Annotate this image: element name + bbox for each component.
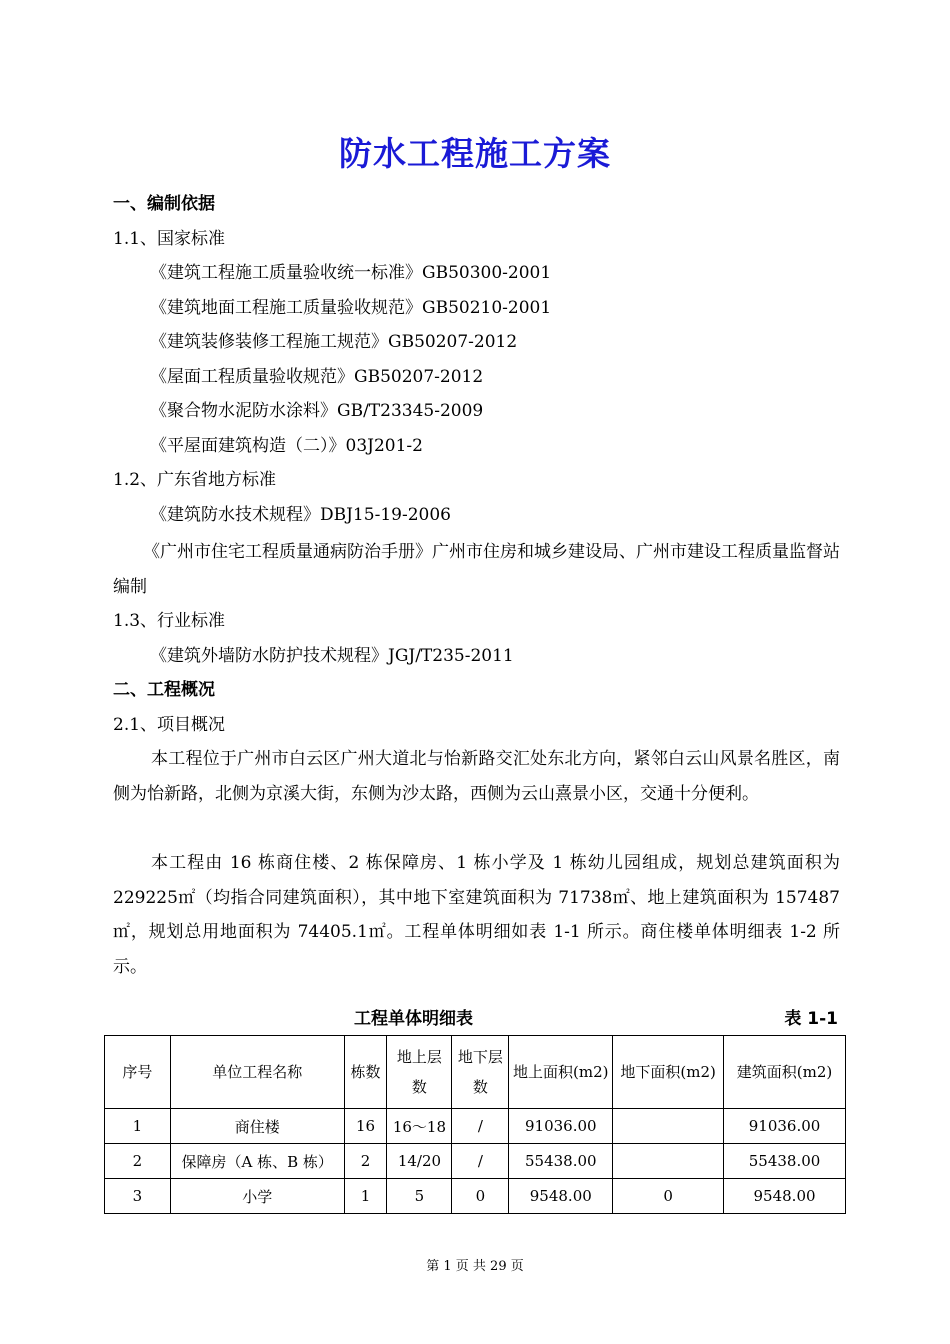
header-seq: 序号 xyxy=(105,1036,171,1109)
section-heading-overview: 二、工程概况 xyxy=(113,680,215,700)
cell-name: 保障房（A 栋、B 栋） xyxy=(170,1144,344,1179)
cell-seq: 3 xyxy=(105,1179,171,1214)
cell-below-area xyxy=(613,1109,724,1144)
table-number: 表 1-1 xyxy=(784,1009,838,1029)
cell-above-area: 55438.00 xyxy=(509,1144,613,1179)
cell-count: 2 xyxy=(344,1144,387,1179)
cell-below-area xyxy=(613,1144,724,1179)
cell-above-floors: 5 xyxy=(387,1179,452,1214)
subsection-project-overview: 2.1、项目概况 xyxy=(113,715,226,735)
cell-count: 16 xyxy=(344,1109,387,1144)
cell-below-floors: / xyxy=(452,1109,509,1144)
header-below-floors: 地下层数 xyxy=(452,1036,509,1109)
cell-below-floors: / xyxy=(452,1144,509,1179)
cell-seq: 1 xyxy=(105,1109,171,1144)
standard-item: 《建筑工程施工质量验收统一标准》GB50300-2001 xyxy=(150,263,552,283)
cell-above-floors: 14/20 xyxy=(387,1144,452,1179)
cell-below-floors: 0 xyxy=(452,1179,509,1214)
section-heading-basis: 一、编制依据 xyxy=(113,194,215,214)
subsection-national-standards: 1.1、国家标准 xyxy=(113,229,226,249)
table-caption: 工程单体明细表 xyxy=(354,1009,473,1029)
cell-name: 小学 xyxy=(170,1179,344,1214)
standard-item: 《建筑地面工程施工质量验收规范》GB50210-2001 xyxy=(150,298,552,318)
cell-total-area: 9548.00 xyxy=(724,1179,846,1214)
header-below-area: 地下面积(m2) xyxy=(613,1036,724,1109)
cell-above-area: 91036.00 xyxy=(509,1109,613,1144)
standard-item: 《建筑装修装修工程施工规范》GB50207-2012 xyxy=(150,332,518,352)
standard-item-long: 《广州市住宅工程质量通病防治手册》广州市住房和城乡建设局、广州市建设工程质量监督站编制 xyxy=(113,542,840,597)
standard-item: 《聚合物水泥防水涂料》GB/T23345-2009 xyxy=(150,401,484,421)
standard-item: 《平屋面建筑构造（二）》03J201-2 xyxy=(150,436,423,456)
project-detail-table xyxy=(104,1035,846,1214)
standard-item: 《屋面工程质量验收规范》GB50207-2012 xyxy=(150,367,484,387)
cell-name: 商住楼 xyxy=(170,1109,344,1144)
cell-above-floors: 16～18 xyxy=(387,1109,452,1144)
table-row xyxy=(105,1109,846,1144)
page-footer: 第 1 页 共 29 页 xyxy=(426,1259,524,1274)
cell-seq: 2 xyxy=(105,1144,171,1179)
table-row xyxy=(105,1179,846,1214)
header-above-area: 地上面积(m2) xyxy=(509,1036,613,1109)
cell-count: 1 xyxy=(344,1179,387,1214)
cell-total-area: 55438.00 xyxy=(724,1144,846,1179)
table-header-row xyxy=(105,1036,846,1109)
subsection-industry-standards: 1.3、行业标准 xyxy=(113,611,226,631)
cell-above-area: 9548.00 xyxy=(509,1179,613,1214)
table-row xyxy=(105,1144,846,1179)
header-above-floors: 地上层数 xyxy=(387,1036,452,1109)
cell-total-area: 91036.00 xyxy=(724,1109,846,1144)
standard-item: 《建筑防水技术规程》DBJ15-19-2006 xyxy=(150,505,451,525)
header-count: 栋数 xyxy=(344,1036,387,1109)
standard-item: 《建筑外墙防水防护技术规程》JGJ/T235-2011 xyxy=(150,646,514,666)
paragraph-composition: 本工程由 16 栋商住楼、2 栋保障房、1 栋小学及 1 栋幼儿园组成，规划总建筑面积为 229225㎡（均指合同建筑面积），其中地下室建筑面积为 71738㎡、地上建筑面积为 157487㎡，规划总用地面积为 74405.1㎡。工程单体明细如表 1-1 所示。商住楼单体明细表 1-2 所示。 xyxy=(113,853,840,978)
cell-below-area: 0 xyxy=(613,1179,724,1214)
header-name: 单位工程名称 xyxy=(170,1036,344,1109)
paragraph-location: 本工程位于广州市白云区广州大道北与怡新路交汇处东北方向，紧邻白云山风景名胜区，南侧为怡新路，北侧为京溪大街，东侧为沙太路，西侧为云山熹景小区，交通十分便利。 xyxy=(113,749,840,804)
page-title: 防水工程施工方案 xyxy=(339,134,611,173)
header-total-area: 建筑面积(m2) xyxy=(724,1036,846,1109)
subsection-provincial-standards: 1.2、广东省地方标准 xyxy=(113,470,277,490)
